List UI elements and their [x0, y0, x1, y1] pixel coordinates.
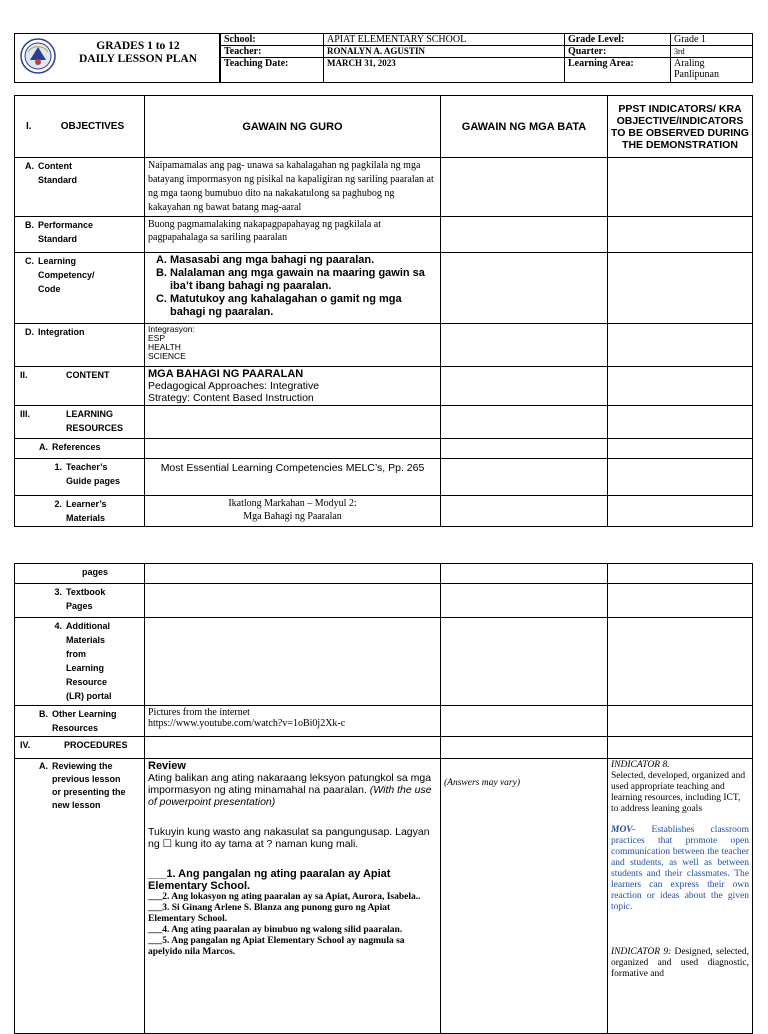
teachers-guide-text: Most Essential Learning Competencies MELC’s, Pp. 265 [145, 459, 441, 496]
row-num: B. [25, 220, 34, 230]
content-standard-ppst [608, 158, 753, 217]
row-num: D. [25, 327, 34, 337]
gawain-guro-header: GAWAIN NG GURO [145, 96, 441, 158]
indicator-8-title: INDICATOR 8. [611, 760, 670, 770]
row-label: Other Learning Resources [52, 709, 117, 733]
textbook-guro [145, 584, 441, 618]
procedures-label [15, 737, 145, 759]
references-bata [441, 439, 608, 459]
row-num: 2. [54, 499, 62, 509]
row-label-cont: pages [82, 567, 109, 577]
integration-bata [441, 324, 608, 367]
integration-label [15, 324, 145, 367]
review-title: Review [148, 760, 186, 772]
review-question-3: ___3. Si Ginang Arlene S. Blanza ang punong guro ng Apiat Elementary School. [148, 903, 391, 924]
title-line-2: DAILY LESSON PLAN [78, 53, 197, 65]
mov-text [611, 825, 749, 913]
objectives-header [15, 96, 145, 158]
ppst-header: PPST INDICATORS/ KRA OBJECTIVE/INDICATORS TO BE OBSERVED DURING THE DEMONSTRATION [608, 96, 753, 158]
row-label: CONTENT [66, 370, 110, 380]
competency-item: A. Masasabi ang mga bahagi ng paaralan. [170, 254, 437, 267]
other-resources-text [145, 706, 441, 737]
review-ppst [608, 759, 753, 1034]
review-question-1: ___1. Ang pangalan ng ating paaralan ay Apiat Elementary School. [148, 868, 391, 892]
row-num: B. [39, 709, 48, 719]
competency-item: B. Nalalaman ang mga gawain na maaring gawin sa iba’t ibang bahagi ng paaralan. [170, 267, 437, 293]
learners-materials-bata [441, 496, 608, 527]
textbook-ppst [608, 584, 753, 618]
date-label: Teaching Date: [221, 58, 324, 83]
review-question-2: ___2. Ang lokasyon ng ating paaralan ay sa Apiat, Aurora, Isabela.. [148, 892, 421, 902]
performance-standard-text: Buong pagmamalaking nakapagpapahayag ng pagkilala at pagpapahalaga sa sariling paaralan [145, 217, 441, 253]
review-paragraph-2: Tukuyin kung wasto ang nakasulat sa pangungusap. Lagyan ng ☐ kung ito ay tama at ? naman kung mali. [148, 826, 430, 850]
row-label: Learning Competency/ Code [38, 256, 95, 294]
content-approach: Pedagogical Approaches: Integrative [148, 380, 320, 392]
teachers-guide-bata [441, 459, 608, 496]
other-resources-ppst [608, 706, 753, 737]
lesson-plan-table-page-2 [14, 563, 753, 1034]
integration-line: Integrasyon: [148, 324, 195, 334]
area-label: Learning Area: [565, 58, 671, 83]
row-num: IV. [20, 740, 31, 750]
teacher-label: Teacher: [221, 46, 324, 58]
gawain-bata-header: GAWAIN NG MGA BATA [441, 96, 608, 158]
deped-seal-icon [20, 38, 56, 74]
teachers-guide-ppst [608, 459, 753, 496]
content-standard-text: Naipamamalas ang pag- unawa sa kahalagahan ng pagkilala ng mga batayang impormasyon ng pisikal na kapaligiran ng sariling paaralan at ng mga taong bumubuo dito na nakakatulong sa paghubog ng kakayahan ng bawat batang mag-aaral [145, 158, 441, 217]
quarter-value: 3rd [671, 46, 753, 58]
integration-line: SCIENCE [148, 351, 186, 361]
learning-resources-ppst [608, 406, 753, 439]
integration-text [145, 324, 441, 367]
row-label: Content Standard [38, 161, 78, 185]
procedures-ppst [608, 737, 753, 759]
teachers-guide-label [15, 459, 145, 496]
header-info-table [220, 33, 753, 83]
row-num: III. [20, 409, 31, 419]
competency-ppst [608, 253, 753, 324]
integration-line: ESP [148, 333, 166, 343]
row-label: References [52, 442, 101, 452]
content-text [145, 367, 441, 406]
area-value-line-2: Panlipunan [674, 69, 719, 80]
procedures-bata [441, 737, 608, 759]
learners-materials-text [145, 496, 441, 527]
content-ppst [608, 367, 753, 406]
content-standard-label [15, 158, 145, 217]
grade-label: Grade Level: [565, 34, 671, 46]
content-strategy: Strategy: Content Based Instruction [148, 392, 314, 404]
review-label [15, 759, 145, 1034]
mov-body: Establishes classroom practices that promote open communication between the teacher and students, as well as between students and their classmates. The learners can express their own reaction or ideas about the given topic. [611, 825, 749, 912]
additional-guro [145, 618, 441, 706]
cont-bata [441, 564, 608, 584]
row-label: Additional Materials from Learning Resource (LR) portal [66, 621, 112, 701]
answers-note: (Answers may vary) [444, 778, 520, 788]
indicator-8-body: Selected, developed, organized and used appropriate teaching and learning resources, including ICT, to address leaning goals [611, 771, 746, 814]
competency-bata [441, 253, 608, 324]
row-label: PROCEDURES [64, 740, 128, 750]
review-bata [441, 759, 608, 1034]
learners-materials-line-2: Mga Bahagi ng Paaralan [243, 511, 342, 522]
grade-value: Grade 1 [671, 34, 753, 46]
procedures-guro [145, 737, 441, 759]
lesson-plan-title [58, 40, 218, 66]
performance-standard-label [15, 217, 145, 253]
content-standard-bata [441, 158, 608, 217]
lesson-plan-table-page-1 [14, 95, 753, 527]
other-resources-line-1: Pictures from the internet [148, 707, 250, 718]
performance-standard-ppst [608, 217, 753, 253]
learning-resources-bata [441, 406, 608, 439]
review-question-4: ___4. Ang ating paaralan ay binubuo ng walong silid paaralan. [148, 925, 403, 935]
indicator-9 [611, 947, 749, 980]
date-value: MARCH 31, 2023 [324, 58, 565, 83]
row-label: Performance Standard [38, 220, 94, 244]
integration-line: HEALTH [148, 342, 181, 352]
school-label: School: [221, 34, 324, 46]
learning-resources-guro [145, 406, 441, 439]
indicator-9-title: INDICATOR 9: [611, 947, 672, 957]
other-resources-label [15, 706, 145, 737]
content-bata [441, 367, 608, 406]
row-num: 1. [54, 462, 62, 472]
objectives-num: I. [26, 121, 32, 132]
cont-guro [145, 564, 441, 584]
row-num: 3. [54, 587, 62, 597]
performance-standard-bata [441, 217, 608, 253]
references-guro [145, 439, 441, 459]
learners-materials-line-1: Ikatlong Markahan – Modyul 2: [228, 498, 357, 509]
row-label: LEARNING RESOURCES [66, 409, 124, 433]
review-guro [145, 759, 441, 1034]
area-value-line-1: Araling [674, 58, 705, 69]
textbook-bata [441, 584, 608, 618]
learning-resources-label [15, 406, 145, 439]
quarter-label: Quarter: [565, 46, 671, 58]
row-num: A. [39, 442, 48, 452]
textbook-label [15, 584, 145, 618]
competency-list [145, 253, 441, 324]
row-num: II. [20, 370, 28, 380]
review-question-5: ___5. Ang pangalan ng Apiat Elementary School ay nagmula sa apelyido nila Marcos. [148, 936, 405, 957]
review-paragraph-1-note: (With the use of powerpoint presentation) [148, 784, 432, 808]
row-label: Integration [38, 327, 85, 337]
content-title: MGA BAHAGI NG PAARALAN [148, 368, 304, 380]
review-paragraph-1 [148, 772, 437, 808]
references-label [15, 439, 145, 459]
row-label: Reviewing the previous lesson or presenting the new lesson [52, 761, 126, 810]
learners-materials-label [15, 496, 145, 527]
objectives-label: OBJECTIVES [60, 121, 125, 132]
additional-bata [441, 618, 608, 706]
competency-item: C. Matutukoy ang kahalagahan o gamit ng mga bahagi ng paaralan. [170, 293, 437, 319]
row-num: 4. [54, 621, 62, 631]
indicator-9-body: Designed, selected, organized and used diagnostic, formative and [611, 947, 749, 979]
row-num: C. [25, 256, 34, 266]
review-paragraph-1-text: Ating balikan ang ating nakaraang leksyon patungkol sa mga impormasyon ng ating minamahal na paaralan. [148, 772, 432, 796]
additional-label [15, 618, 145, 706]
row-label: Teacher’s Guide pages [66, 462, 121, 486]
competency-label [15, 253, 145, 324]
row-label: Textbook Pages [66, 587, 106, 611]
additional-ppst [608, 618, 753, 706]
teacher-value: RONALYN A. AGUSTIN [324, 46, 565, 58]
content-label [15, 367, 145, 406]
row-label: Learner’s Materials [66, 499, 107, 523]
area-value [671, 58, 753, 83]
mov-label: MOV- [611, 825, 636, 835]
school-value: APIAT ELEMENTARY SCHOOL [324, 34, 565, 46]
row-num: A. [39, 761, 48, 771]
learners-materials-cont-label [15, 564, 145, 584]
cont-ppst [608, 564, 753, 584]
other-resources-link: https://www.youtube.com/watch?v=1oBi0j2Xk-c [148, 718, 346, 729]
learners-materials-ppst [608, 496, 753, 527]
row-num: A. [25, 161, 34, 171]
other-resources-bata [441, 706, 608, 737]
integration-ppst [608, 324, 753, 367]
references-ppst [608, 439, 753, 459]
title-line-1: GRADES 1 to 12 [96, 40, 180, 52]
